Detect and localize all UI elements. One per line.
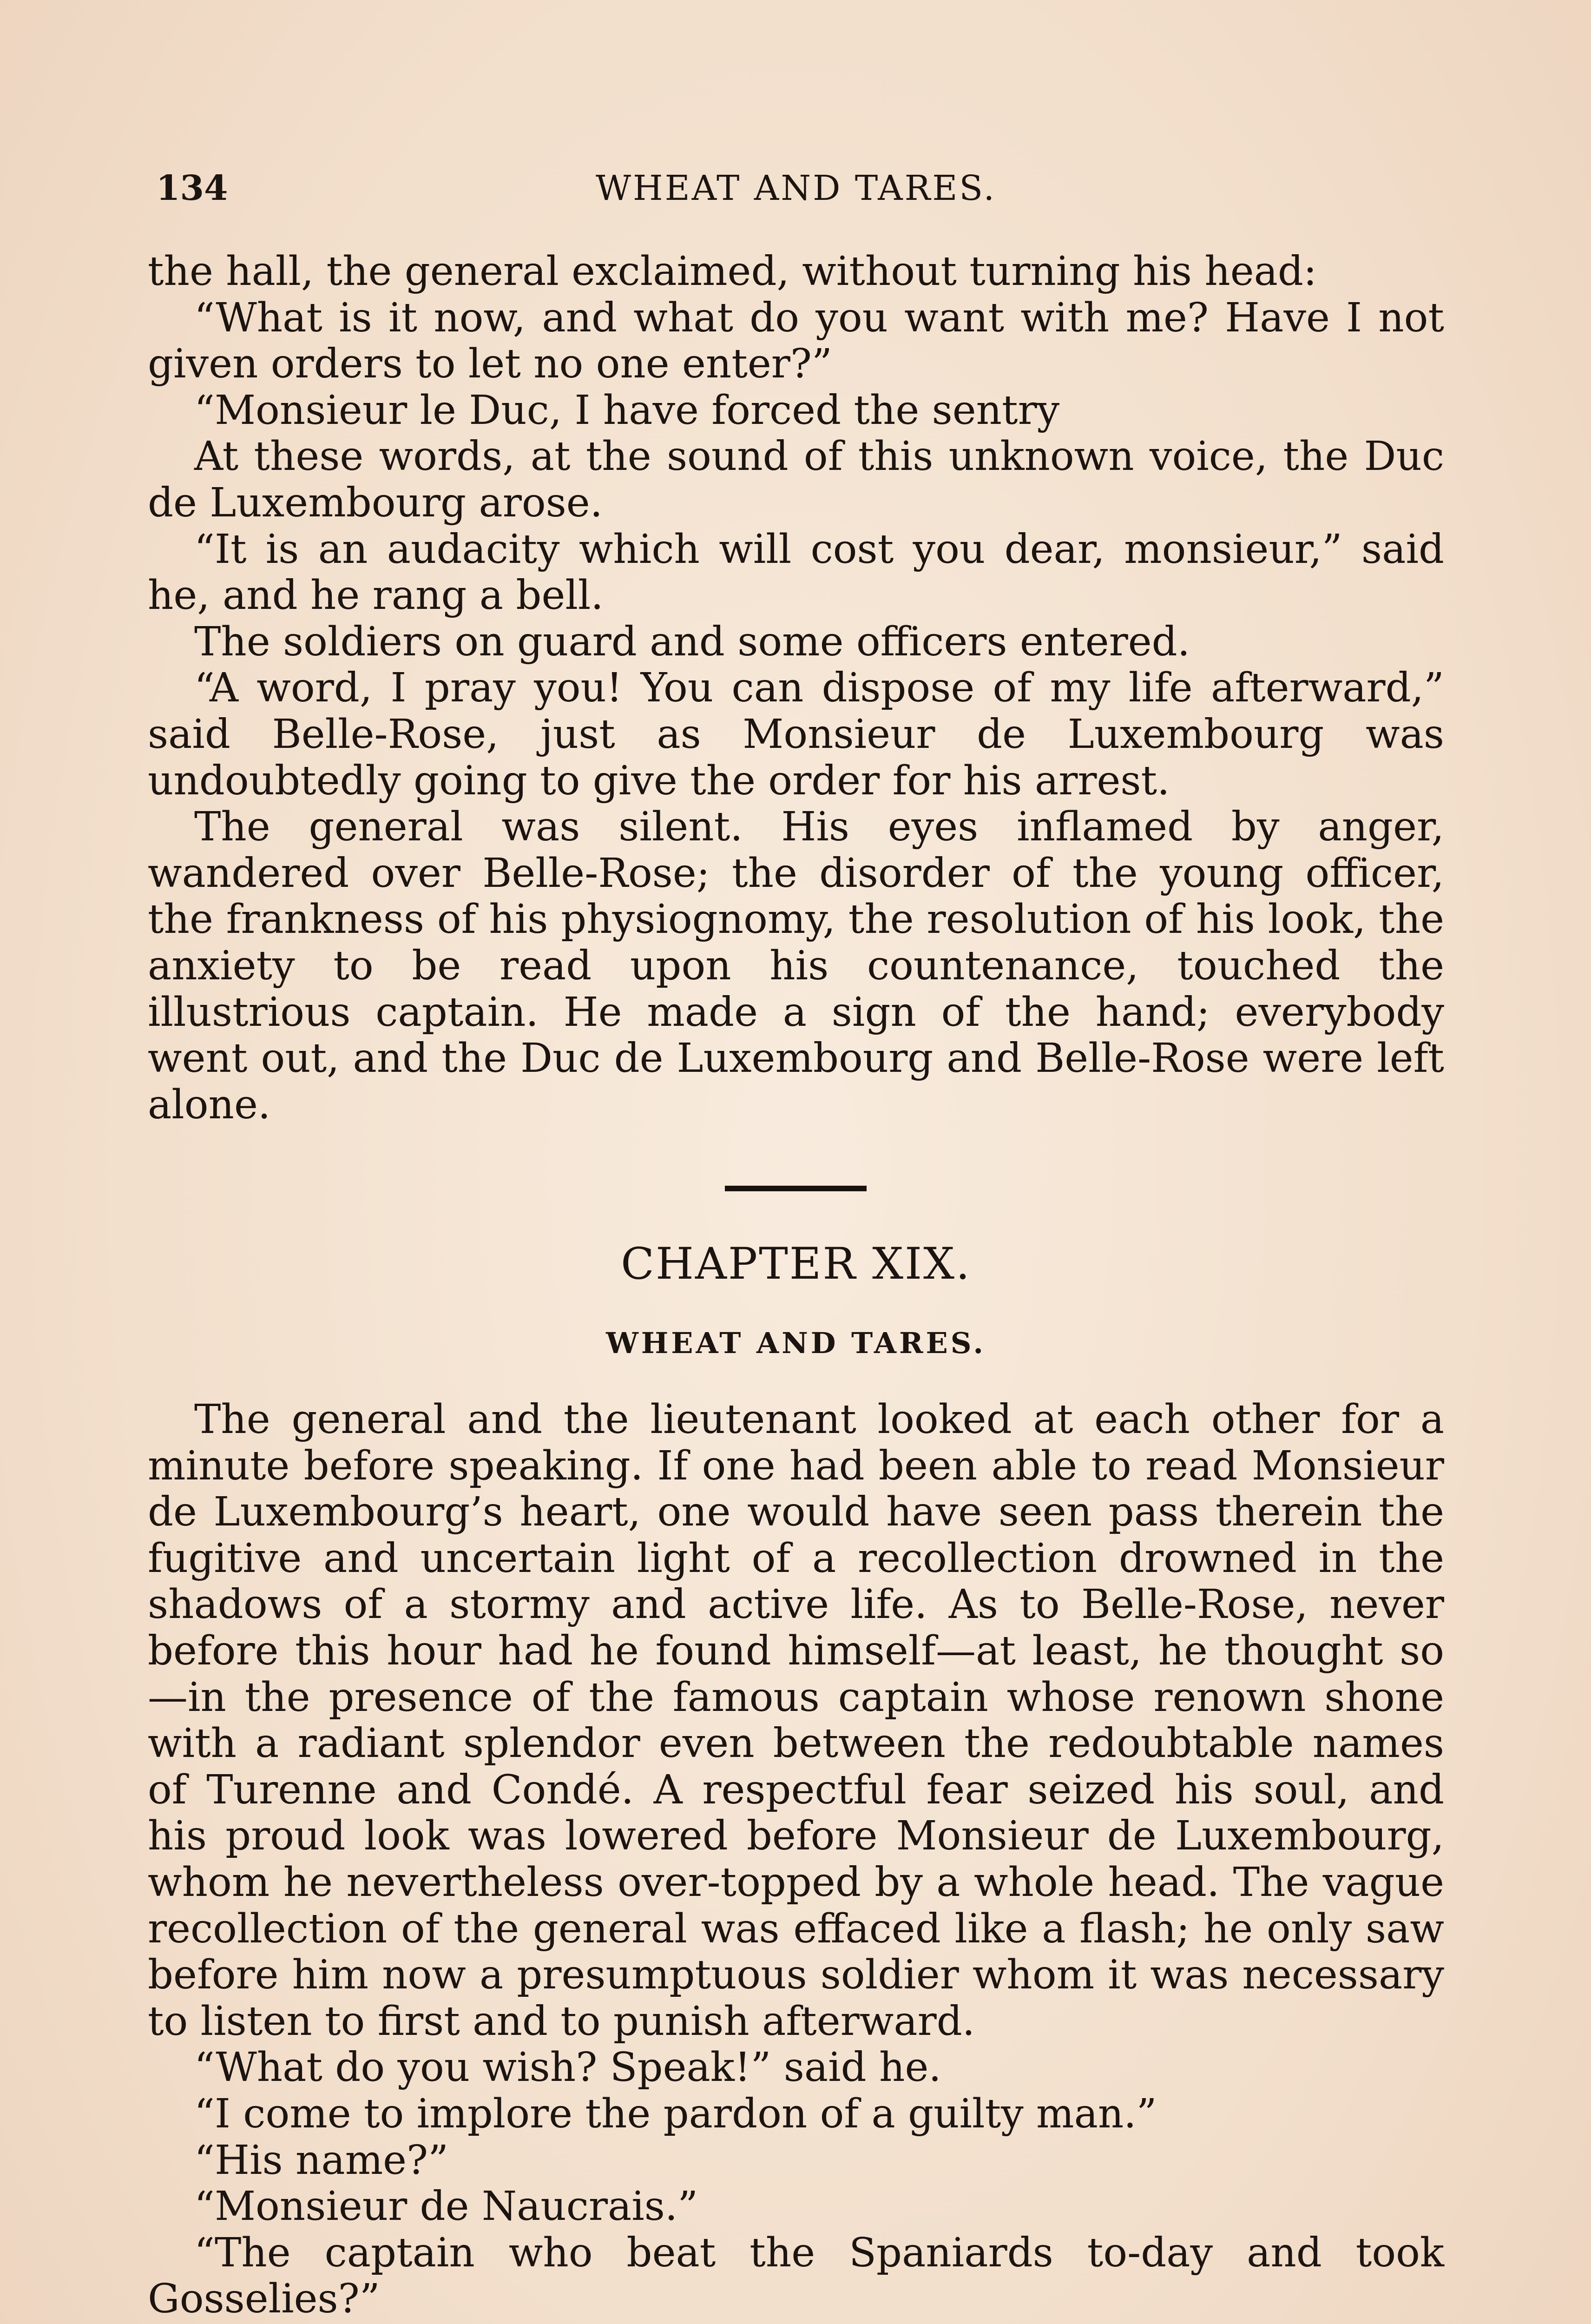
paragraph: “The captain who beat the Spaniards to-day and took Gosselies?” <box>148 2229 1444 2323</box>
paragraph: “What do you wish? Speak!” said he. <box>194 2044 941 2091</box>
paragraph: “Monsieur le Duc, I have forced the sentry <box>194 387 1060 434</box>
paragraph: At these words, at the sound of this unknown voice, the Duc de Luxembourg arose. <box>148 433 1444 526</box>
chapter-divider-rule <box>725 1186 867 1191</box>
chapter-title: WHEAT AND TARES. <box>606 1326 986 1360</box>
paragraph: “Monsieur de Naucrais.” <box>194 2183 698 2230</box>
page-number: 134 <box>156 168 228 208</box>
paragraph: The soldiers on guard and some officers entered. <box>194 618 1190 665</box>
chapter-heading: CHAPTER XIX. <box>621 1239 971 1289</box>
running-title: WHEAT AND TARES. <box>596 168 996 208</box>
text-block-chapter-body <box>148 1397 1444 2323</box>
paragraph: “A word, I pray you! You can dispose of my life afterward,” said Belle-Rose, just as Monsieur de Luxembourg was undoubtedly going to give the order for his arrest. <box>148 665 1444 804</box>
paragraph: “I come to implore the pardon of a guilty man.” <box>194 2090 1157 2137</box>
paragraph: “His name?” <box>194 2137 449 2184</box>
paragraph: The general and the lieutenant looked at each other for a minute before speaking. If one had been able to read Monsieur de Luxembourg’s heart, one would have seen pass therein the fugitive and uncertain light of a recollection drowned in the shadows of a stormy and active life. As to Belle-Rose, never before this hour had he found himself—at least, he thought so—in the presence of the famous captain whose renown shone with a radiant splendor even between the redoubtable names of Turenne and Condé. A respectful fear seized his soul, and his proud look was lowered before Monsieur de Luxembourg, whom he nevertheless over-topped by a whole head. The vague recollection of the general was effaced like a flash; he only saw before him now a presumptuous soldier whom it was necessary to listen to first and to punish afterward. <box>148 1396 1444 2045</box>
paragraph: “It is an audacity which will cost you dear, monsieur,” said he, and he rang a bell. <box>148 526 1444 619</box>
paragraph: The general was silent. His eyes inflamed by anger, wandered over Belle-Rose; the disorder of the young officer, the frankness of his physiognomy, the resolution of his look, the anxiety to be read upon his countenance, touched the illustrious captain. He made a sign of the hand; everybody went out, and the Duc de Luxembourg and Belle-Rose were left alone. <box>148 804 1444 1128</box>
paragraph-continued: the hall, the general exclaimed, without turning his head: <box>148 248 1317 295</box>
text-block-before-chapter <box>148 249 1444 1128</box>
paragraph: “What is it now, and what do you want with me? Have I not given orders to let no one enter?” <box>148 294 1444 388</box>
running-head <box>148 165 1444 211</box>
